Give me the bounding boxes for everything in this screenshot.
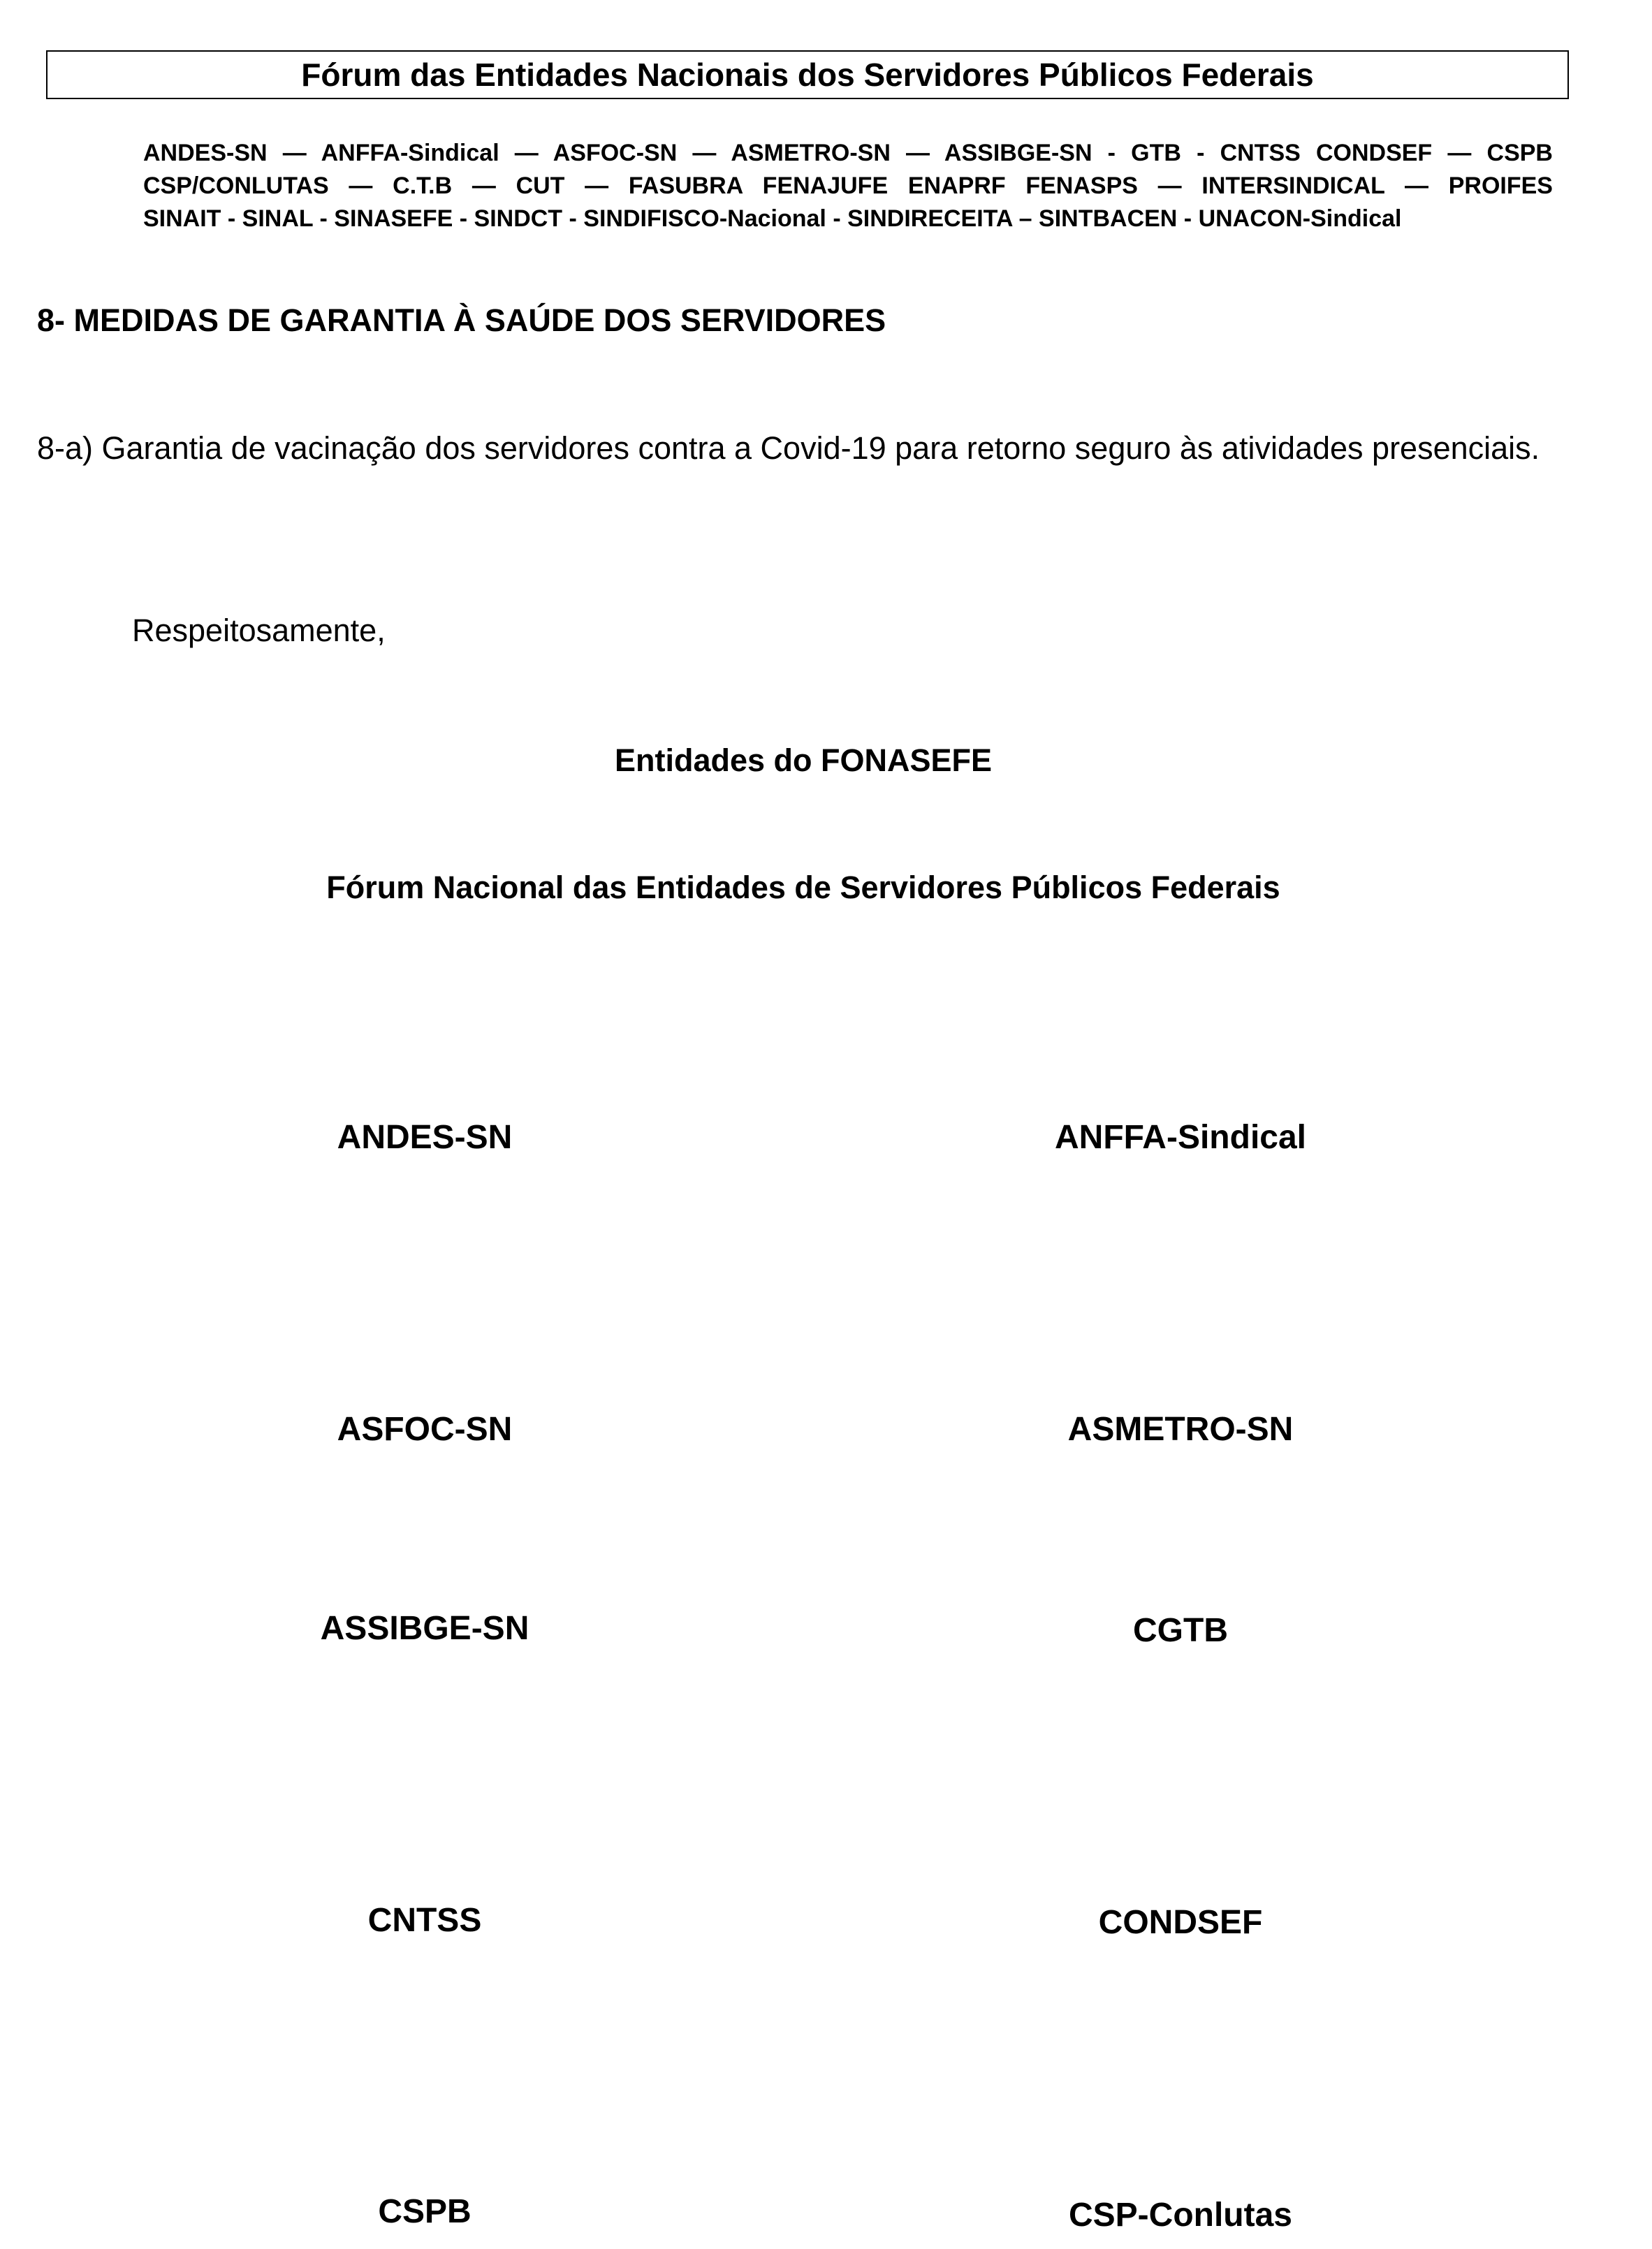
signatory-condsef: CONDSEF [1098, 1904, 1263, 1941]
closing-salutation: Respeitosamente, [132, 613, 386, 648]
entities-line-2: CSP/CONLUTAS — C.T.B — CUT — FASUBRA FENAJUFE ENAPRF FENASPS — INTERSINDICAL — PROIFES [143, 173, 1553, 199]
signatory-andes-sn: ANDES-SN [337, 1119, 513, 1156]
document-header-box [46, 50, 1569, 99]
signatory-cspb: CSPB [378, 2193, 472, 2230]
section-heading: 8- MEDIDAS DE GARANTIA À SAÚDE DOS SERVIDORES [37, 302, 886, 338]
entities-line-1: ANDES-SN — ANFFA-Sindical — ASFOC-SN — ASMETRO-SN — ASSIBGE-SN - GTB - CNTSS CONDSEF — CSPB [143, 140, 1553, 166]
forum-title: Fórum Nacional das Entidades de Servidores Públicos Federais [326, 870, 1280, 905]
signatory-asmetro-sn: ASMETRO-SN [1067, 1411, 1294, 1448]
section-paragraph: 8-a) Garantia de vacinação dos servidores contra a Covid-19 para retorno seguro às atividades presenciais. [37, 430, 1540, 466]
signatory-csp-conlutas: CSP-Conlutas [1068, 2197, 1292, 2234]
entities-list [143, 137, 1553, 235]
document-header-title: Fórum das Entidades Nacionais dos Servidores Públicos Federais [301, 57, 1314, 93]
signatory-anffa-sindical: ANFFA-Sindical [1054, 1119, 1307, 1156]
signatory-asfoc-sn: ASFOC-SN [337, 1411, 513, 1448]
signatory-cntss: CNTSS [367, 1902, 482, 1939]
signatory-assibge-sn: ASSIBGE-SN [320, 1610, 529, 1647]
group-title: Entidades do FONASEFE [614, 742, 993, 778]
entities-line-3: SINAIT - SINAL - SINASEFE - SINDCT - SINDIFISCO-Nacional - SINDIRECEITA – SINTBACEN - UNACON-Sindical [143, 205, 1402, 232]
signatory-cgtb: CGTB [1133, 1612, 1228, 1649]
